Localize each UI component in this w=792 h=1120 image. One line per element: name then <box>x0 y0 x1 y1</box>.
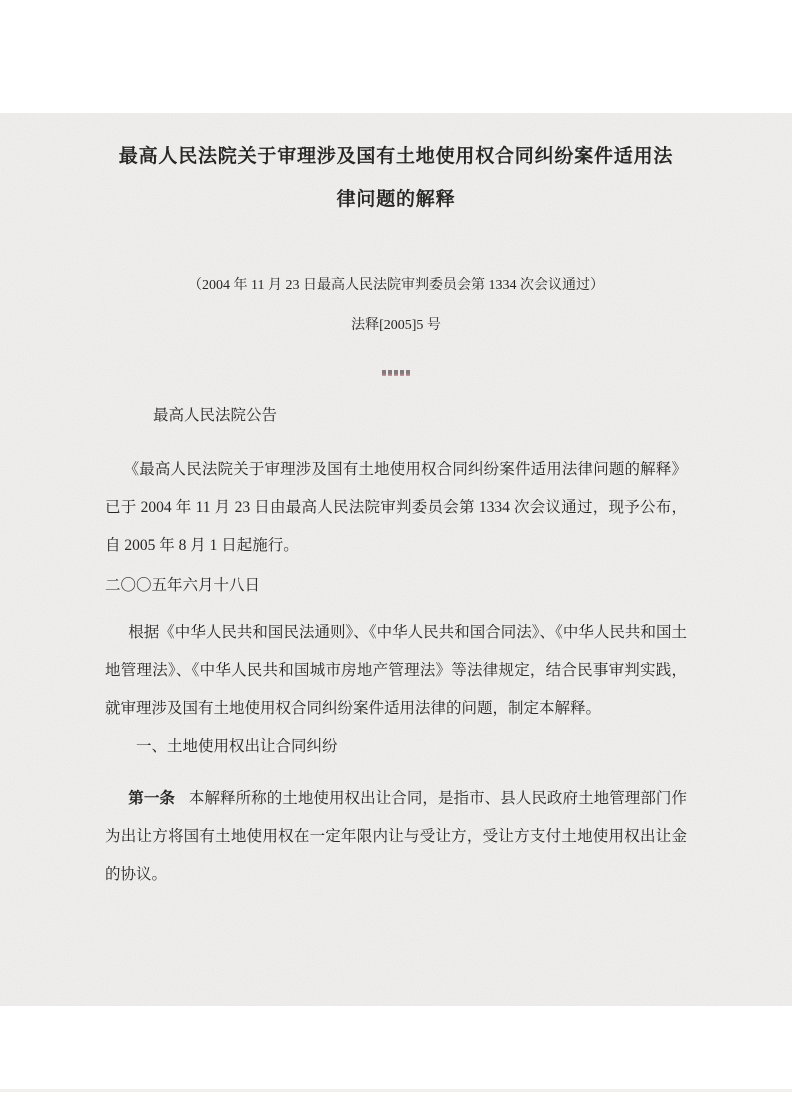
article-1-label: 第一条 <box>128 790 175 807</box>
document-title-line-1: 最高人民法院关于审理涉及国有土地使用权合同纠纷案件适用法 <box>118 146 674 167</box>
separator-dot <box>382 370 386 376</box>
article-1-text: 本解释所称的土地使用权出让合同，是指市、县人民政府土地管理部门作为出让方将国有土地使用权在一定年限内让与受让方，受让方支付土地使用权出让金的协议。 <box>105 790 687 883</box>
document-content <box>0 113 792 894</box>
section-heading: 一、土地使用权出让合同纠纷 <box>136 738 338 755</box>
meeting-note: （2004 年 11 月 23 日最高人民法院审判委员会第 1334 次会议通过） <box>188 278 604 293</box>
separator-dot <box>388 370 392 376</box>
announcement-heading: 最高人民法院公告 <box>153 407 278 424</box>
document-title-line-2: 律问题的解释 <box>336 189 456 210</box>
document-number: 法释[2005]5 号 <box>351 318 441 333</box>
separator-dot <box>406 370 410 376</box>
article-1-paragraph <box>105 780 687 894</box>
separator-dot <box>394 370 398 376</box>
preamble-paragraph: 根据《中华人民共和国民法通则》、《中华人民共和国合同法》、《中华人民共和国土地管理法》、《中华人民共和国城市房地产管理法》等法律规定，结合民事审判实践，就审理涉及国有土地使用权合同纠纷案件适用法律的问题，制定本解释。 <box>105 624 687 717</box>
date-line: 二〇〇五年六月十八日 <box>105 577 261 594</box>
separator-dots <box>105 369 687 377</box>
document-page <box>0 113 792 1006</box>
announcement-paragraph: 《最高人民法院关于审理涉及国有土地使用权合同纠纷案件适用法律问题的解释》已于 2004 年 11 月 23 日由最高人民法院审判委员会第 1334 次会议通过，现予公布，自 2005 年 8 月 1 日起施行。 <box>105 461 687 554</box>
next-page-top-edge <box>0 1089 792 1092</box>
separator-dot <box>400 370 404 376</box>
